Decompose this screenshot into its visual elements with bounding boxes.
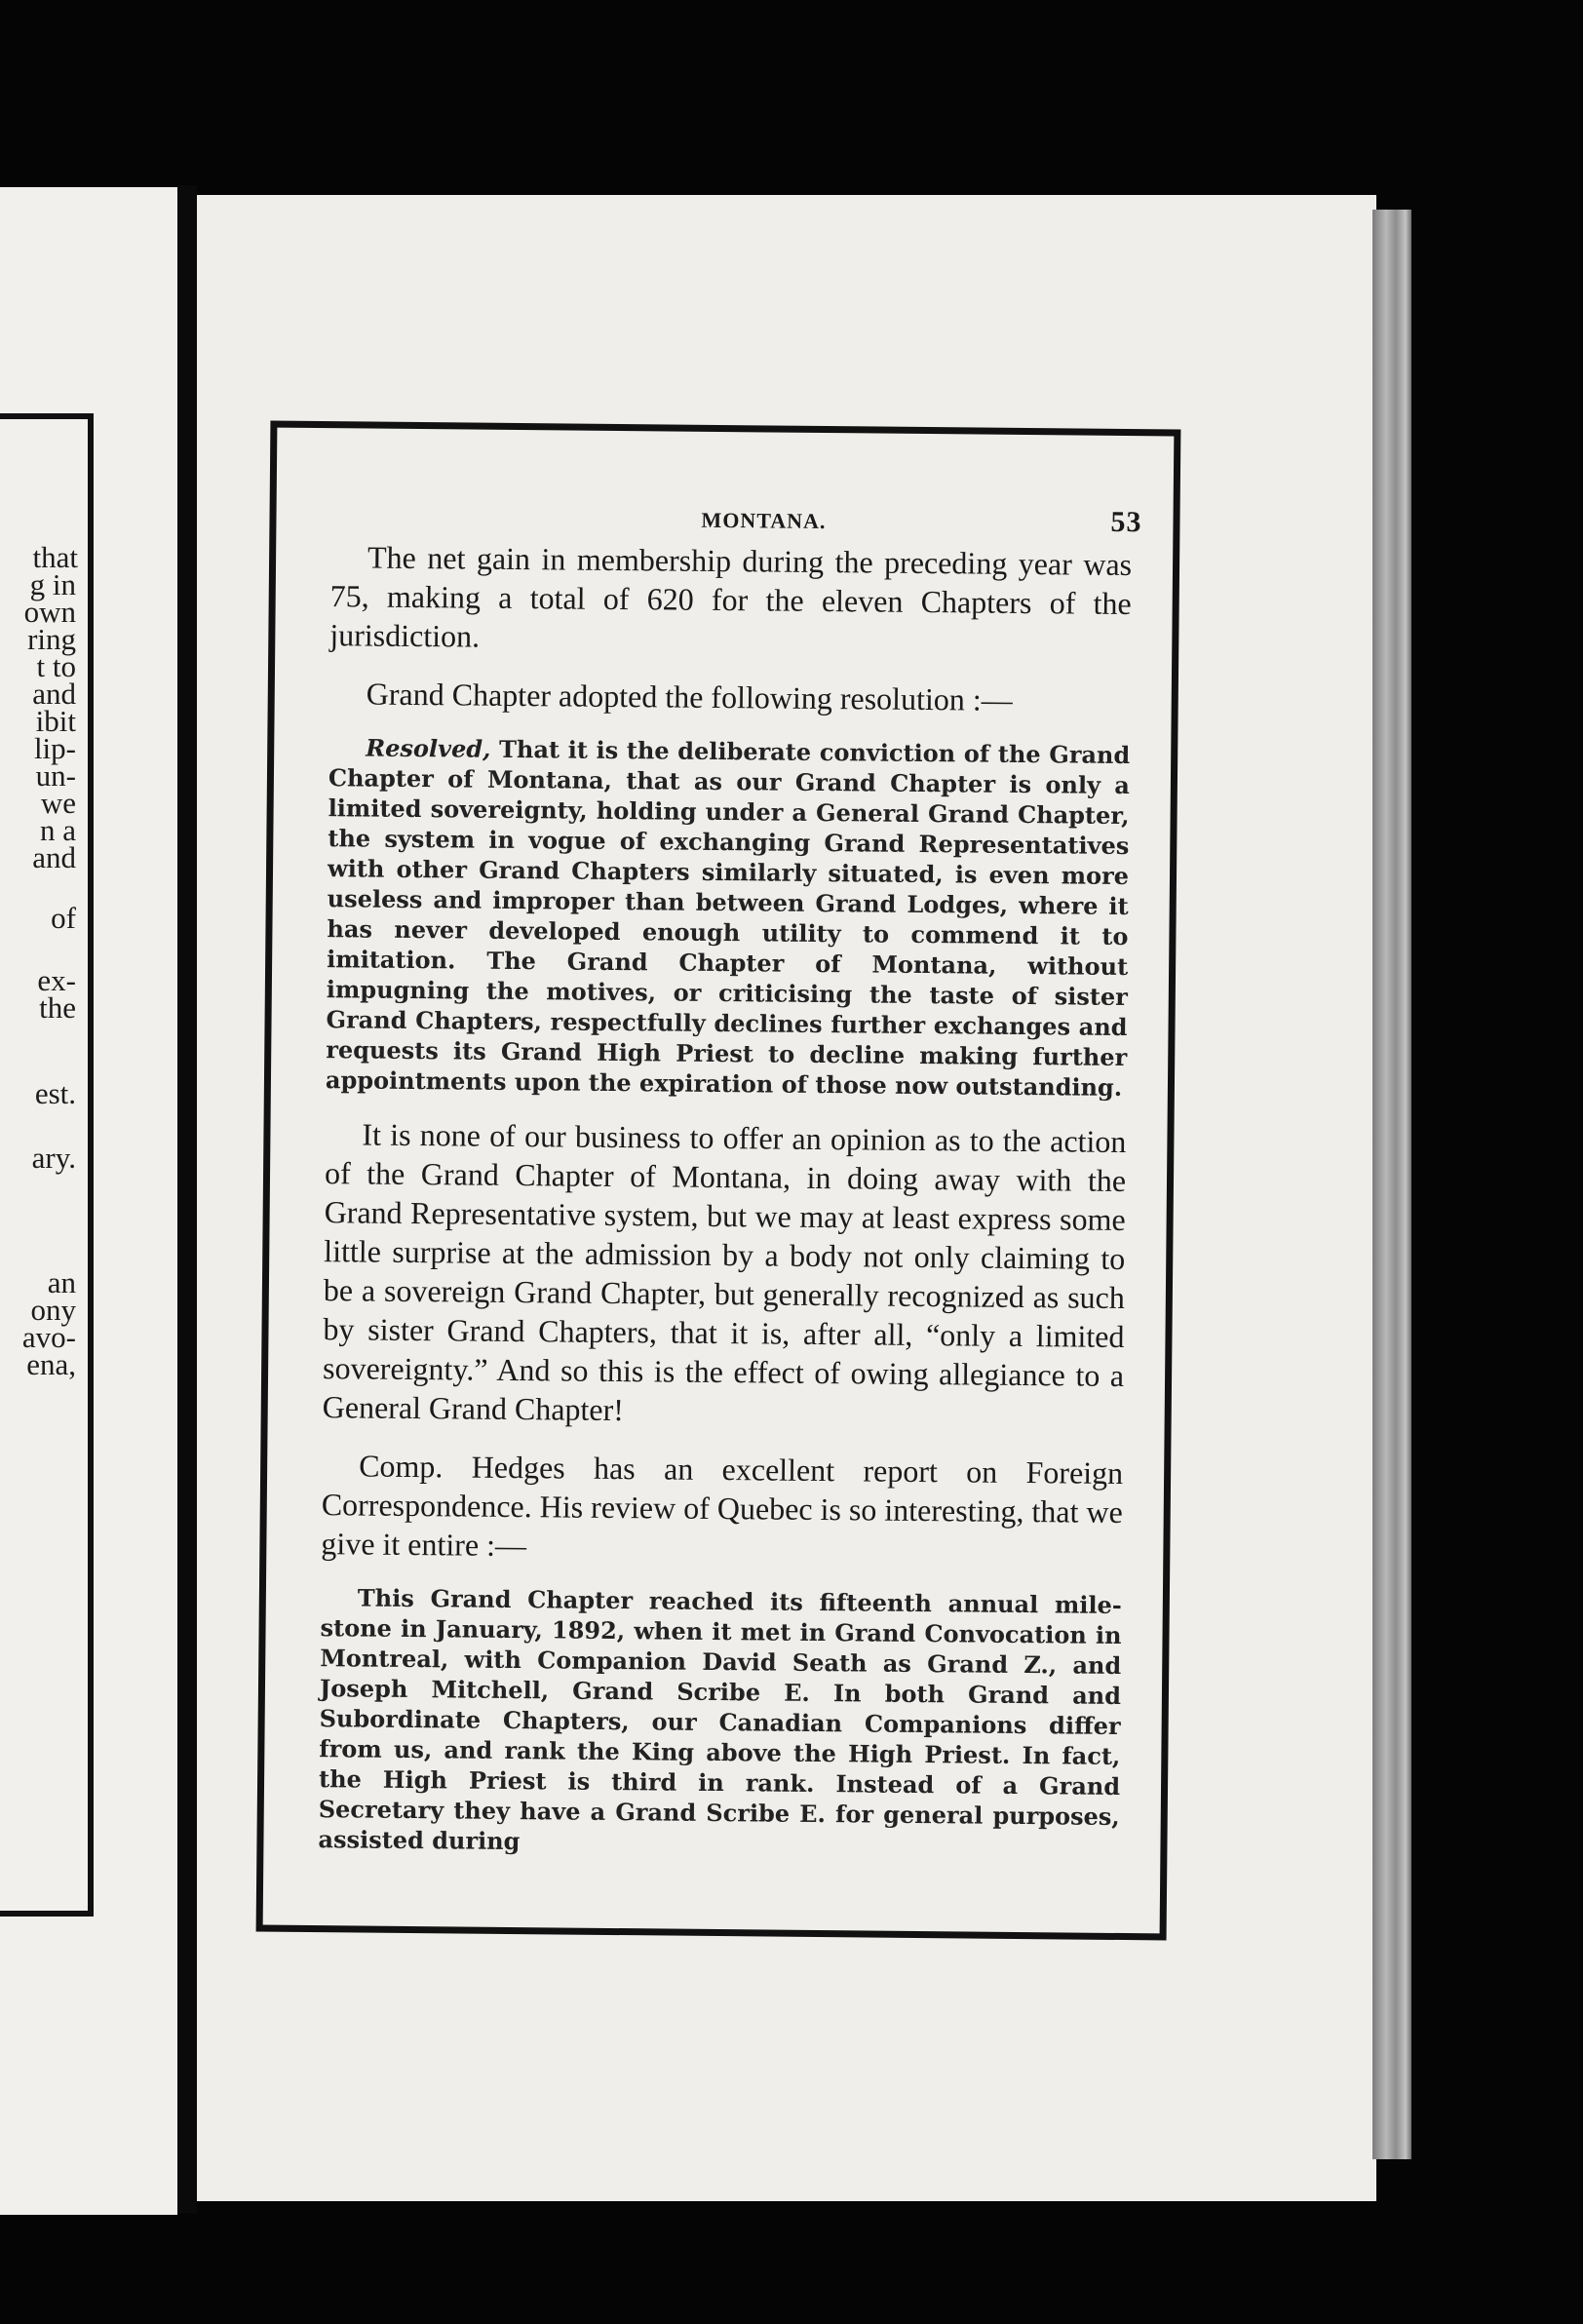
- left-line: ring: [27, 622, 76, 656]
- left-line: avo-: [21, 1320, 76, 1354]
- left-line: ena,: [26, 1347, 76, 1381]
- left-line: of: [51, 901, 76, 935]
- paragraph-resolution-intro: Grand Chapter adopted the following resolution :—: [366, 676, 1013, 717]
- quebec-review-quote: This Grand Chapter reached its fifteenth annual mile-stone in January, 1892, when it met in Grand Convocation in Montreal, with Companion David Seath as Grand Z., and Joseph Mitchell, Grand Scribe E. In both Grand and Subordinate Chapters, our Canadian Companions differ from us, and rank the King above the High Priest. In fact, the High Priest is third in rank. Instead of a Grand Secretary they have a Grand Scribe E. for general purposes, assisted during: [318, 1583, 1122, 1856]
- left-line: we: [40, 786, 76, 820]
- left-line: that: [32, 540, 78, 574]
- resolution-text: That it is the deliberate conviction of the Grand Chapter of Montana, that as our Grand Chapter is only a limited sovereignty, holding under a General Grand Chapter, the system in vogue of exchanging Grand Representatives with other Grand Chapters similarly situated, is even more useless and improper than between Grand Lodges, where it has never developed enough utility to commend it to imitation. The Grand Chapter of Montana, without impugning the motives, or criticising the taste of sister Grand Chapters, respectfully declines further exchanges and requests its Grand High Priest to decline making further appointments upon the expiration of those now outstanding.: [325, 734, 1131, 1102]
- resolved-word: Resolved,: [366, 733, 491, 763]
- paragraph-membership: The net gain in membership during the preceding year was 75, making a total of 620 for the eleven Chapters of the jurisdiction.: [329, 539, 1133, 654]
- left-line: ex-: [37, 963, 76, 997]
- left-line: un-: [35, 758, 76, 793]
- paragraph-commentary: It is none of our business to offer an opinion as to the action of the Grand Chapter of Montana, in doing away with the Grand Representative system, but we may at least express some little surprise at the admission by a body not only claiming to be a sovereign Grand Chapter, but generally recognized as such by sister Grand Chapters, that it is, after all, “only a limited sovereignty.” And so this is the effect of owing allegiance to a General Grand Chapter!: [322, 1116, 1127, 1428]
- left-facing-page: [0, 187, 177, 2215]
- left-line: ony: [30, 1293, 76, 1327]
- page-edges: [1372, 210, 1411, 2159]
- left-line: lip-: [33, 731, 76, 765]
- left-line: ibit: [35, 704, 76, 738]
- left-line: t to: [36, 649, 76, 683]
- left-line: and: [32, 677, 76, 711]
- paragraph-hedges-report: Comp. Hedges has an excellent report on Foreign Correspondence. His review of Quebec is so interesting, that we give it entire :—: [321, 1448, 1124, 1564]
- left-line: est.: [34, 1076, 76, 1110]
- book-gutter: [177, 185, 197, 2213]
- running-title: MONTANA.: [701, 507, 827, 534]
- page-content: [318, 498, 1142, 1862]
- page-number: 53: [1110, 505, 1142, 539]
- left-line: the: [39, 990, 76, 1025]
- running-head: [330, 498, 1142, 545]
- left-line: an: [47, 1265, 76, 1299]
- left-line: n a: [39, 813, 76, 847]
- left-line: ary.: [31, 1141, 76, 1175]
- resolution-quote: [326, 732, 1131, 1103]
- left-line: own: [23, 595, 76, 629]
- left-line: and: [32, 840, 76, 874]
- page-border-frame: [256, 421, 1181, 1941]
- left-line: g in: [29, 567, 76, 601]
